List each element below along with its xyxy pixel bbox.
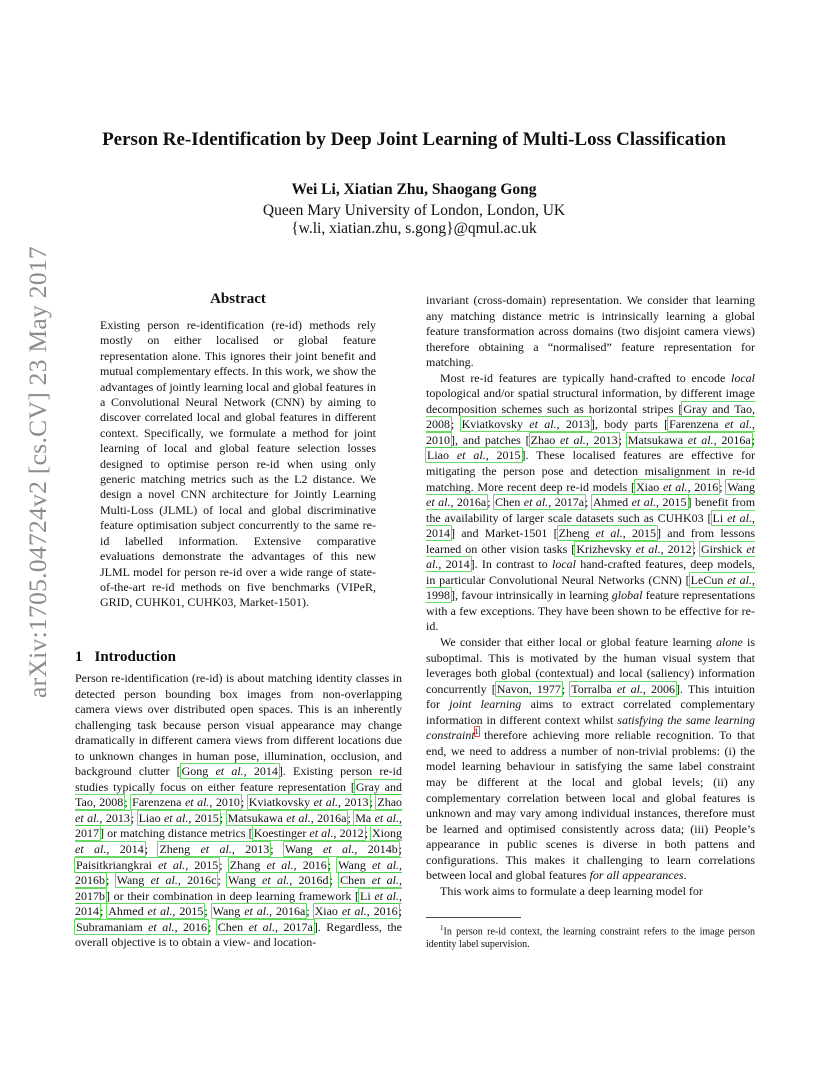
right-column-text	[426, 293, 755, 899]
intro-paragraph-2: Most re-id features are typically hand-crafted to encode local topological and/or spatial structural information, by different image decomposition schemes such as horizontal stripes [Gray and Tao, 2008; Kviatkovsky et al., 2013], body parts [Farenzena et al., 2010], and patches [Zhao et al., 2013; Matsukawa et al., 2016a; Liao et al., 2015]. These localised features are effective for mitigating the person pose and detection misalignment in re-id matching. More recent deep re-id models [Xiao et al., 2016; Wang et al., 2016a; Chen et al., 2017a; Ahmed et al., 2015] benefit from the availability of larger scale datasets such as CUHK03 [Li et al., 2014] and Market-1501 [Zheng et al., 2015] and from lessons learned on other vision tasks [Krizhevsky et al., 2012; Girshick et al., 2014]. In contrast to local hand-crafted features, deep models, in particular Convolutional Neural Networks (CNN) [LeCun et al., 1998], favour intrinsically in learning global feature representations with a few exceptions. They have been shown to be effective for re-id.	[426, 370, 756, 634]
abstract-heading: Abstract	[210, 291, 266, 307]
arxiv-identifier-stamp: arXiv:1705.04724v2 [cs.CV] 23 May 2017	[23, 246, 52, 698]
abstract-body: Existing person re-identification (re-id) methods rely mostly on either localised or global feature representation alone. This ignores their joint benefit and mutual complementary effects. In this work, we show the advantages of jointly learning local and global features in a Convolutional Neural Network (CNN) by aiming to discover correlated local and global features in different context. Specifically, we formulate a method for joint learning of local and global feature selection losses designed to optimise person re-id when using only generic matching metrics such as the L2 distance. We design a novel CNN architecture for Jointly Learning Multi-Loss (JLML) of local and global discriminative feature optimisation subject concurrently to the same re-id labelled information. Extensive comparative evaluations demonstrate the advantages of this new JLML model for person re-id over a wide range of state-of-the-art re-id methods on five benchmarks (VIPeR, GRID, CUHK01, CUHK03, Market-1501).	[100, 318, 376, 610]
author-list: Wei Li, Xiatian Zhu, Shaogang Gong	[291, 181, 537, 198]
intro-paragraph-4: This work aims to formulate a deep learning model for	[440, 883, 703, 898]
section-title: Introduction	[94, 649, 176, 665]
footnote-marker[interactable]: 1	[474, 727, 479, 737]
footnote-text: In person re-id context, the learning constraint refers to the image person identity label supervision.	[426, 926, 755, 951]
footnote-divider	[426, 917, 521, 918]
affiliation: Queen Mary University of London, London, UK	[262, 202, 566, 219]
footnote-number: 1	[440, 924, 444, 932]
footnote	[426, 922, 755, 951]
intro-paragraph-3: We consider that either local or global feature learning alone is suboptimal. This is motivated by the human visual system that leverages both global (contextual) and local (saliency) information concurrently [Navon, 1977; Torralba et al., 2006]. This intuition for joint learning aims to extract correlated complementary information in different context whilst satisfying the same learning constraint$^1$ therefore achieving more reliable recognition. To that end, we need to address a number of non-trivial problems: (i) the model learning behaviour in satisfying the same label constraint may be different at the local and global levels; (ii) any complementary correlation between local and global features is unknown and may vary among individual instances, therefore must be learned and optimised consistently across data; (iii) People’s appearance in public scenes is diverse in both pattens and configurations. This makes it challenging to learn correlations between local and global features for all appearances.	[426, 635, 755, 883]
paper-title: Person Re-Identification by Deep Joint Learning of Multi-Loss Classification	[102, 129, 726, 150]
intro-paragraph-1: Person re-identification (re-id) is about matching identity classes in detected person bounding box images from non-overlapping camera views over distributed open spaces. This is an inherently challenging task because person visual appearance may change dramatically in different camera views from different locations due to unknown changes in human pose, illumination, occlusion, and background clutter [Gong et al., 2014]. Existing person re-id studies typically focus on either feature representation [Gray and Tao, 2008; Farenzena et al., 2010; Kviatkovsky et al., 2013; Zhao et al., 2013; Liao et al., 2015; Matsukawa et al., 2016a; Ma et al., 2017] or matching distance metrics [Koestinger et al., 2012; Xiong et al., 2014; Zheng et al., 2013; Wang et al., 2014b; Paisitkriangkrai et al., 2015; Zhang et al., 2016; Wang et al., 2016b; Wang et al., 2016c; Wang et al., 2016d; Chen et al., 2017b] or their combination in deep learning framework [Li et al., 2014; Ahmed et al., 2015; Wang et al., 2016a; Xiao et al., 2016; Subramaniam et al., 2016; Chen et al., 2017a]. Regardless, the overall objective is to obtain a view- and location-	[75, 671, 403, 950]
section-number: 1	[75, 649, 83, 665]
author-emails: {w.li, xiatian.zhu, s.gong}@qmul.ac.uk	[291, 220, 537, 237]
left-column-text	[75, 671, 402, 951]
intro-paragraph-1-continued: invariant (cross-domain) representation. We consider that learning any matching distance metric is intrinsically learning a global feature transformation across domains (two disjoint camera views) therefore obtaining a “normalised” feature representation for matching.	[426, 293, 755, 370]
section-heading-introduction	[75, 649, 176, 666]
